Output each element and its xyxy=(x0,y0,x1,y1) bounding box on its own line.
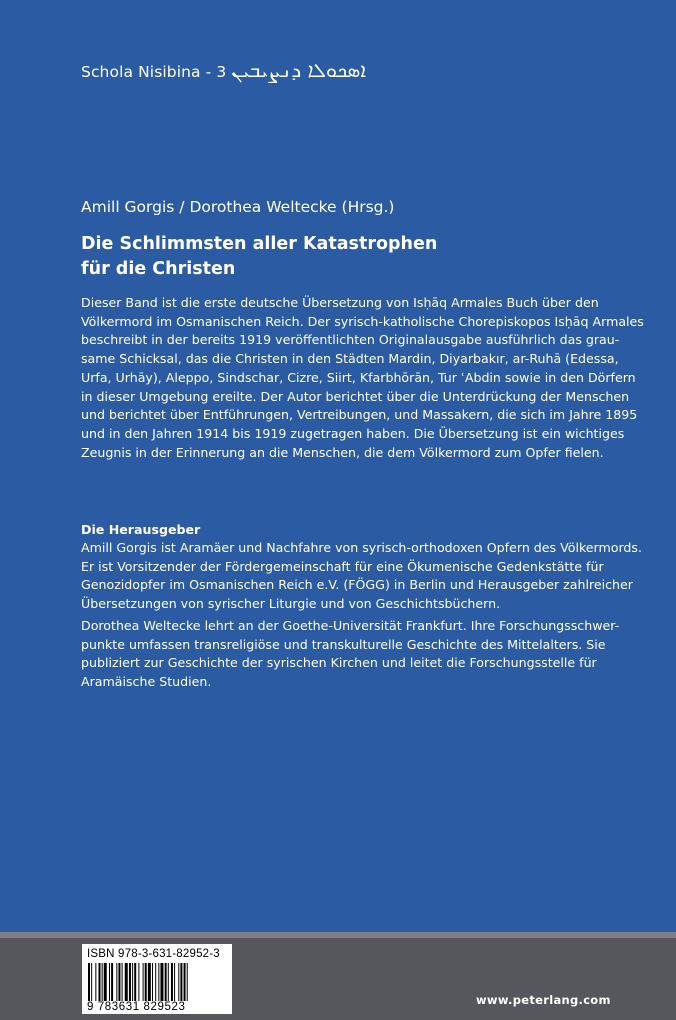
description-line: Dieser Band ist die erste deutsche Übersetzung von Isḥāq Armales Buch über den xyxy=(81,295,599,310)
series-number: 3 xyxy=(216,63,227,81)
bio-line: Übersetzungen von syrischer Liturgie und von Geschichtsbüchern. xyxy=(81,596,501,612)
bio-line: Er ist Vorsitzender der Fördergemeinschaft für eine Ökumenische Gedenkstätte für xyxy=(81,558,604,574)
description-line: und berichtet über Entführungen, Vertreibungen, und Massakern, die sich im Jahre 1895 xyxy=(81,407,638,423)
description-line: und in den Jahren 1914 bis 1919 zugetragen haben. Die Übersetzung ist ein wichtiges xyxy=(81,425,625,441)
series-name: Schola Nisibina - xyxy=(81,63,217,81)
description-line: Urfa, Urhāy), Aleppo, Sindschar, Cizre, Siirt, Kfarbhōrān, Tur ʿAbdin sowie in den Dörfern xyxy=(81,369,636,385)
editors-heading: Die Herausgeber xyxy=(81,522,201,537)
bio-line: Aramäische Studien. xyxy=(81,674,212,690)
bio-line: Dorothea Weltecke lehrt an der Goethe-Universität Frankfurt. Ihre Forschungsschwer- xyxy=(81,618,620,633)
title-line: Die Schlimmsten aller Katastrophen xyxy=(81,234,438,254)
isbn-number: ISBN 978-3-631-82952-3 xyxy=(87,948,220,960)
description-line: Zeugnis in der Erinnerung an die Menschen, die dem Völkermord zum Opfer fielen. xyxy=(81,444,604,460)
bio-weltecke xyxy=(81,617,641,692)
bio-line: punkte umfassen transreligiöse und transkulturelle Geschichte des Mittelalters. Sie xyxy=(81,636,606,652)
barcode-bars-icon xyxy=(87,963,227,1001)
series-syriac-name: ܐܣܟܘܠܐ ܕܢܨܝܒܝܢ xyxy=(231,58,366,82)
description-line: Völkermord im Osmanischen Reich. Der syrisch-katholische Chorepiskopos Isḥāq Armales xyxy=(81,313,644,329)
isbn-barcode xyxy=(82,944,232,1014)
book-editors: Amill Gorgis / Dorothea Weltecke (Hrsg.) xyxy=(81,198,395,216)
title-line: für die Christen xyxy=(81,259,236,279)
description-line: in dieser Umgebung ereilte. Der Autor berichtet über die Unterdrückung der Menschen xyxy=(81,388,630,404)
description-line: same Schicksal, das die Christen in den Städten Mardin, Diyarbakır, ar-Ruhā (Edessa, xyxy=(81,351,619,367)
bio-line: publiziert zur Geschichte der syrischen Kirchen und leitet die Forschungsstelle für xyxy=(81,655,597,671)
book-title xyxy=(81,232,641,282)
bio-line: Amill Gorgis ist Aramäer und Nachfahre von syrisch-orthodoxen Opfern des Völkermords. xyxy=(81,540,642,555)
ean-digits: 9 783631 829523 xyxy=(87,1001,186,1013)
bio-gorgis xyxy=(81,539,641,614)
description-line: beschreibt in der bereits 1919 veröffentlichten Originalausgabe ausführlich das grau- xyxy=(81,332,620,348)
publisher-website[interactable]: www.peterlang.com xyxy=(476,993,611,1007)
series-title xyxy=(81,58,366,82)
book-description xyxy=(81,294,644,462)
bio-line: Genozidopfer im Osmanischen Reich e.V. (FÖGG) in Berlin und Herausgeber zahlreicher xyxy=(81,577,633,593)
